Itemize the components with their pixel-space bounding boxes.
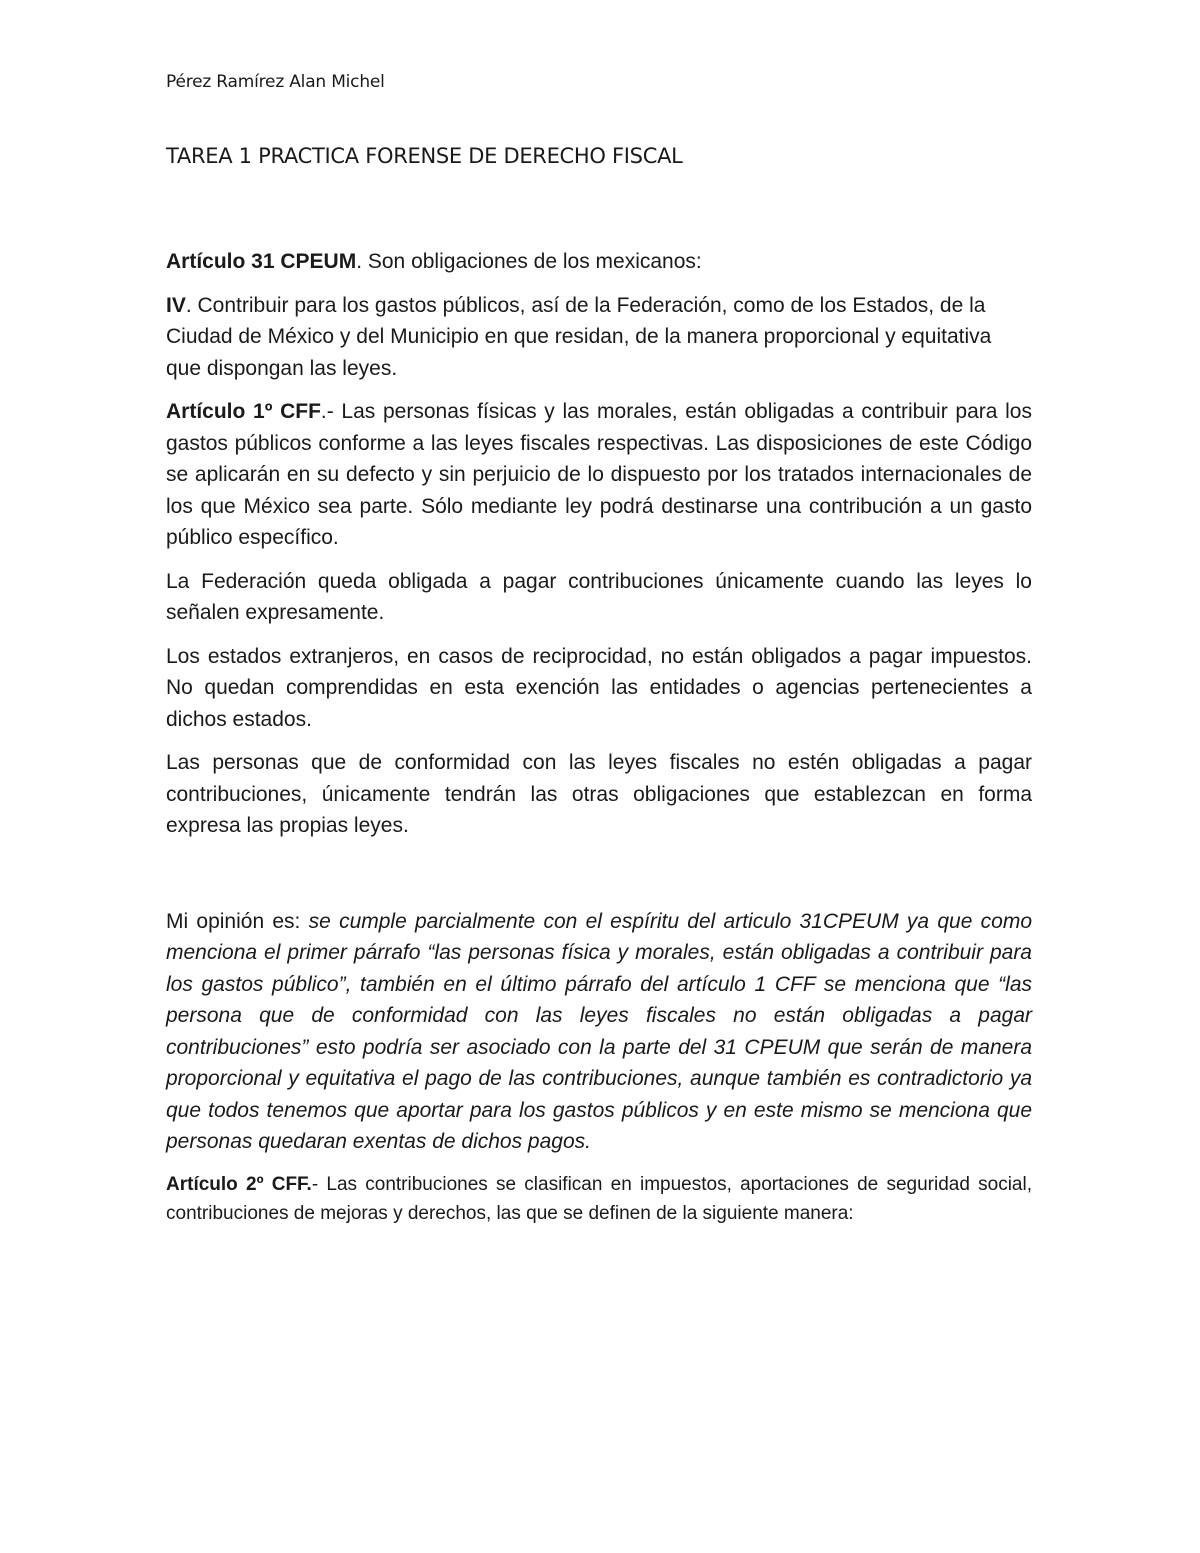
opinion-paragraph	[166, 906, 1032, 1158]
article-31-paragraph	[166, 246, 1032, 278]
article-1-label: Artículo 1º CFF	[166, 400, 321, 423]
article-31-label: Artículo 31 CPEUM	[166, 250, 357, 273]
article-2-text: - Las contribuciones se clasifican en impuestos, aportaciones de seguridad social, contribuciones de mejoras y derechos, las que se definen de la siguiente manera:	[166, 1173, 1033, 1224]
article-2-paragraph	[166, 1170, 1032, 1228]
fraction-iv-text: . Contribuir para los gastos públicos, así de la Federación, como de los Estados, de la Ciudad de México y del Municipio en que residan, de la manera proporcional y equitativa que dispongan las leyes.	[166, 293, 992, 380]
document-title: TAREA 1 PRACTICA FORENSE DE DERECHO FISCAL	[166, 144, 683, 168]
opinion-lead: Mi opinión es:	[166, 909, 309, 933]
article-31-text: . Son obligaciones de los mexicanos:	[356, 250, 702, 273]
opinion-text: se cumple parcialmente con el espíritu del articulo 31CPEUM ya que como menciona el primer párrafo “las personas física y morales, están obligadas a contribuir para los gastos público”, también en el último párrafo del artículo 1 CFF se menciona que “las persona que de conformidad con las leyes fiscales no están obligadas a pagar contribuciones” esto podría ser asociado con la parte del 31 CPEUM que serán de manera proporcional y equitativa el pago de las contribuciones, aunque también es contradictorio ya que todos tenemos que aportar para los gastos públicos y en este mismo se menciona que personas quedaran exentas de dichos pagos.	[166, 909, 1032, 1153]
author-name: Pérez Ramírez Alan Michel	[166, 72, 385, 92]
article-1-paragraph-3: Los estados extranjeros, en casos de reciprocidad, no están obligados a pagar impuestos. No quedan comprendidas en esta exención las entidades o agencias pertenecientes a dichos estados.	[166, 644, 1032, 731]
document-body	[166, 246, 1032, 1240]
article-1-paragraph-4: Las personas que de conformidad con las leyes fiscales no estén obligadas a pagar contribuciones, únicamente tendrán las otras obligaciones que establezcan en forma expresa las propias leyes.	[166, 751, 1032, 837]
article-1-text: .- Las personas físicas y las morales, están obligadas a contribuir para los gastos públicos conforme a las leyes fiscales respectivas. Las disposiciones de este Código se aplicarán en su defecto y sin perjuicio de lo dispuesto por los tratados internacionales de los que México sea parte. Sólo mediante ley podrá destinarse una contribución a un gasto público específico.	[166, 400, 1032, 549]
article-1-paragraph-2: La Federación queda obligada a pagar contribuciones únicamente cuando las leyes lo señalen expresamente.	[166, 569, 1032, 624]
fraction-iv-paragraph	[166, 290, 1032, 385]
fraction-iv-label: IV	[166, 293, 186, 317]
article-2-label: Artículo 2º CFF.	[166, 1173, 312, 1195]
article-1-paragraph	[166, 396, 1032, 554]
